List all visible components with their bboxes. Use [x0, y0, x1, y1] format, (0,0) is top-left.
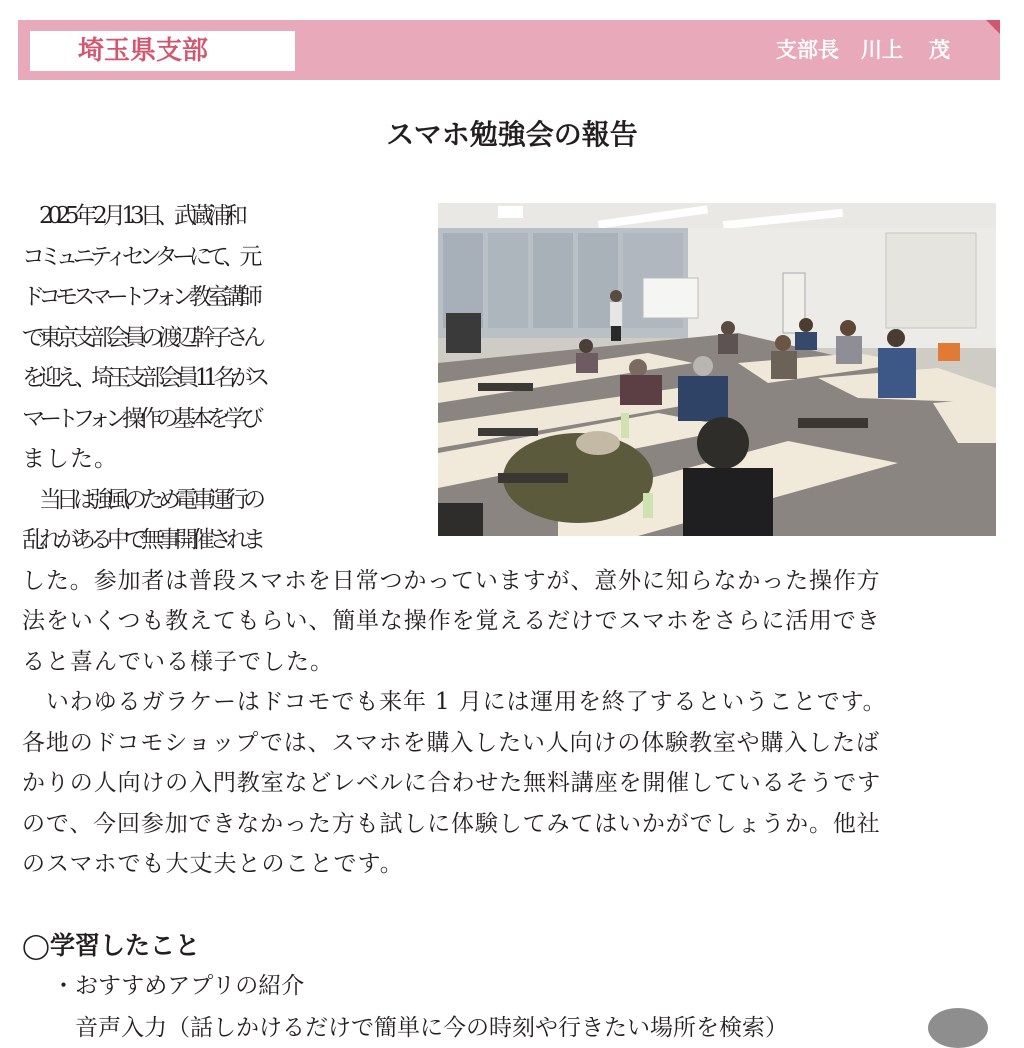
- body-line: いわゆるガラケーはドコモでも来年 1 月には運用を終了するということです。: [22, 689, 887, 715]
- body-line: を迎え、埼玉支部会員 11 名がス: [22, 365, 265, 391]
- article-body: [22, 196, 1002, 885]
- body-line: のスマホでも大丈夫とのことです。: [22, 851, 404, 877]
- branch-head-title: 支部長: [776, 38, 839, 62]
- body-line: 当日は強風のため電車運行の: [22, 486, 260, 513]
- learned-list-item: ・おすすめアプリの紹介: [52, 973, 305, 999]
- body-line: ました。: [22, 446, 118, 472]
- body-line: 乱れがある中で無事開催されま: [22, 527, 260, 553]
- body-line: 法をいくつも教えてもらい、簡単な操作を覚えるだけでスマホをさらに活用でき: [22, 608, 881, 634]
- body-line: ると喜んでいる様子でした。: [22, 648, 334, 675]
- learned-section-heading: ◯学習したこと: [22, 931, 200, 960]
- branch-name: 埼玉県支部: [78, 36, 209, 66]
- branch-head-family-name: 川上: [861, 38, 903, 62]
- body-line: 各地のドコモショップでは、スマホを購入したい人向けの体験教室や購入したば: [22, 729, 880, 756]
- header-corner-tab: [986, 20, 1000, 34]
- article-title: スマホ勉強会の報告: [386, 118, 638, 151]
- branch-head-credit: [776, 36, 950, 64]
- body-line: ので、今回参加できなかった方も試しに体験してみてはいかがでしょうか。他社: [22, 810, 881, 837]
- body-line: マートフォン操作の基本を学び: [22, 405, 259, 432]
- corner-illustration: [928, 1008, 988, 1048]
- body-line: コミュニティセンターにて、元: [22, 243, 257, 270]
- body-line: で東京支部会員の渡辺幹子さん: [22, 324, 260, 351]
- branch-head-given-name: 茂: [929, 38, 950, 62]
- body-line: ドコモスマートフォン教室講師: [22, 284, 257, 310]
- body-line: 2025 年 2 月 13 日、武蔵浦和: [22, 203, 242, 229]
- body-line: した。参加者は普段スマホを日常つかっていますが、意外に知らなかった操作方: [22, 567, 881, 594]
- branch-header-band: [18, 20, 1000, 80]
- branch-name-box: [30, 31, 295, 71]
- body-line: かりの人向けの入門教室などレベルに合わせた無料講座を開催しているそうです: [22, 770, 881, 796]
- learned-list-item: 音声入力（話しかけるだけで簡単に今の時刻や行きたい場所を検索）: [52, 1015, 788, 1041]
